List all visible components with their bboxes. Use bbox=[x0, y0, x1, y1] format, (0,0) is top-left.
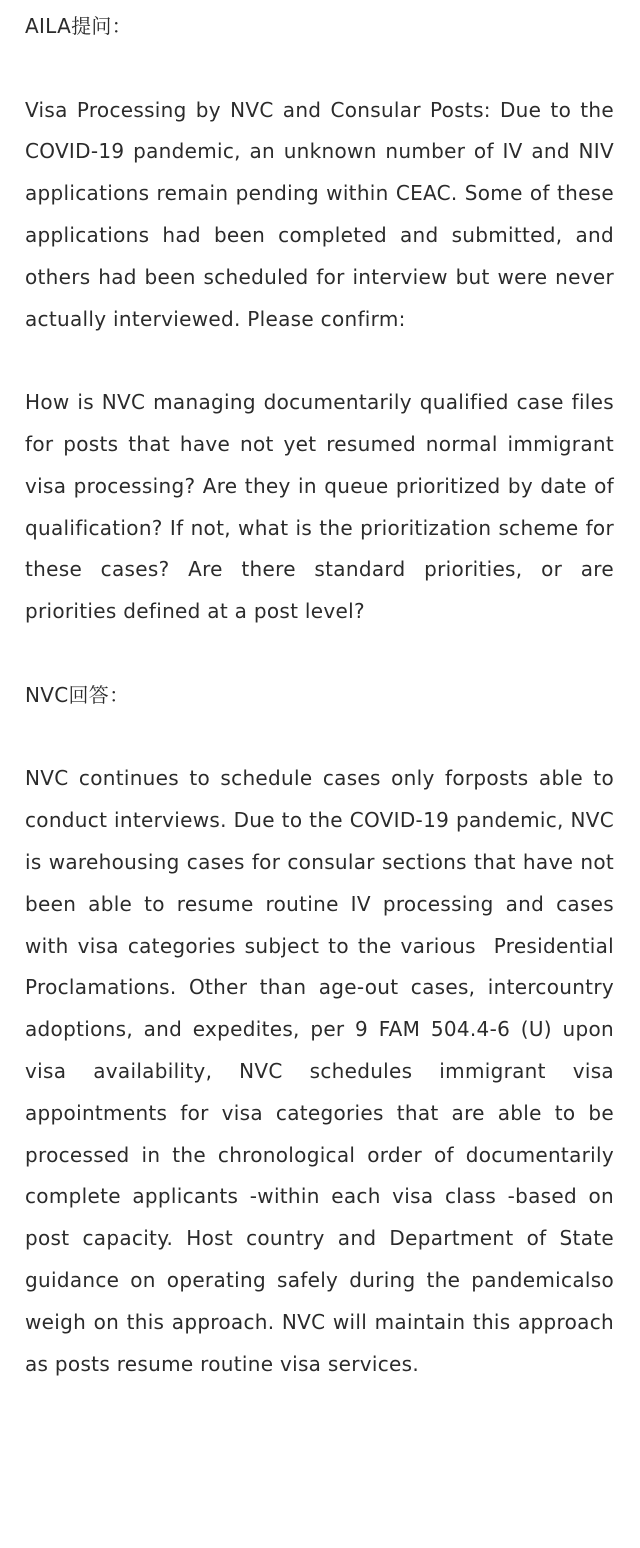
question-body-paragraph: How is NVC managing documentarily qualified case files for posts that have not yet resumed normal immigrant visa processing? Are they in queue prioritized by date of qualification? If not, what is the prioritization scheme for these cases? Are there standard priorities, or are priorities defined at a post level? bbox=[25, 390, 621, 624]
question-heading: AILA提问： bbox=[25, 14, 132, 38]
answer-heading: NVC回答： bbox=[25, 682, 130, 707]
question-intro-paragraph: Visa Processing by NVC and Consular Posts: Due to the COVID-19 pandemic, an unknown number of IV and NIV applications remain pending within CEAC. Some of these applications had been completed and submitted, and others had been scheduled for interview but were never actually interviewed. Please confirm: bbox=[25, 97, 621, 331]
answer-body-paragraph: NVC continues to schedule cases only forposts able to conduct interviews. Due to the COVID-19 pandemic, NVC is warehousing cases for consular sections that have not been able to resume routine IV processing and cases with visa categories subject to the various Presidential Proclamations. Other than age-out cases, intercountry adoptions, and expedites, per 9 FAM 504.4-6 (U) upon visa availability, NVC schedules immigrant visa appointments for visa categories that are able to be processed in the chronological order of documentarily complete applicants -within each visa class -based on post capacity. Host country and Department of State guidance on operating safely during the pandemicalso weigh on this approach. NVC will maintain this approach as posts resume routine visa services. bbox=[25, 766, 621, 1376]
article-body bbox=[25, 6, 621, 1385]
